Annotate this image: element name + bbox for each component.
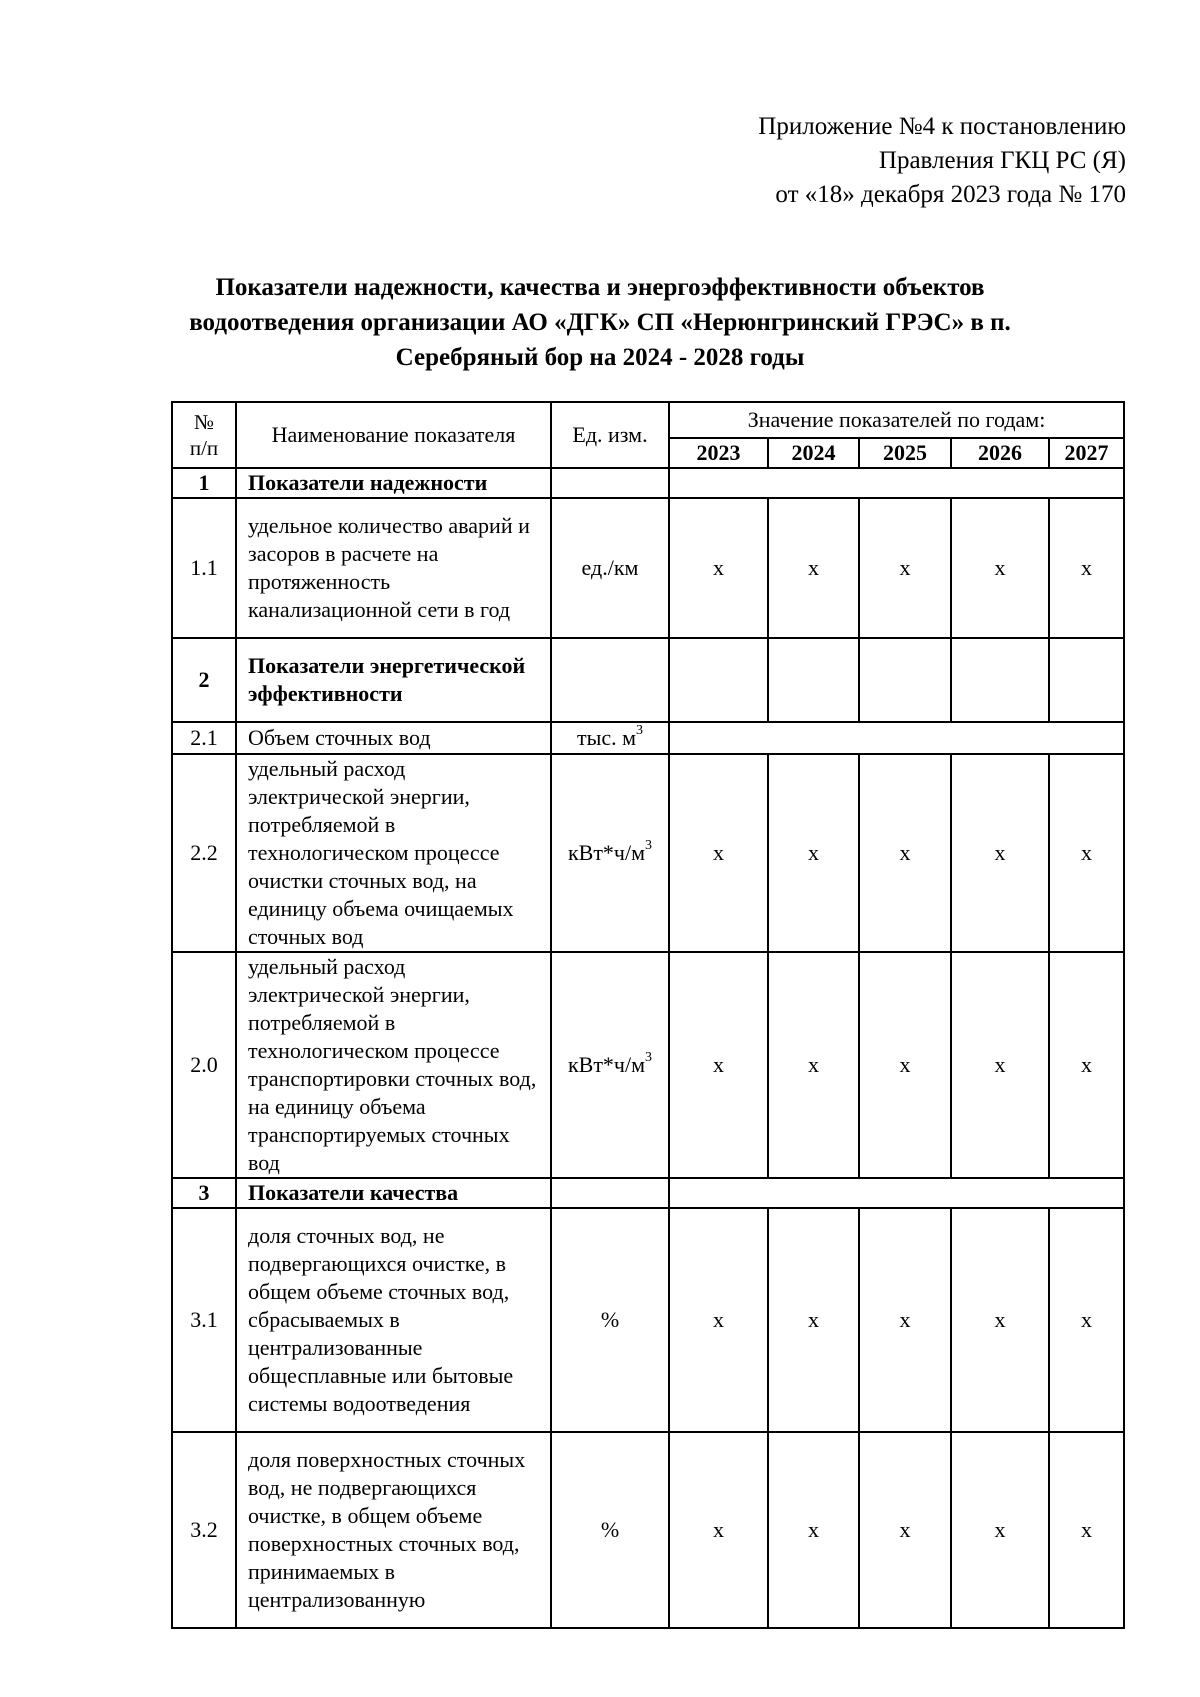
table-row	[172, 638, 1124, 722]
header-num-symbol: №	[193, 410, 215, 434]
row-value	[951, 638, 1049, 722]
header-unit-cell: Ед. изм.	[551, 402, 669, 468]
document-title	[120, 270, 1080, 375]
table-row	[172, 754, 1124, 952]
table-header-row	[172, 402, 1124, 438]
row-unit: ед./км	[551, 498, 669, 638]
row-value: x	[951, 1432, 1049, 1628]
row-value: x	[1049, 1208, 1124, 1432]
row-values-merged	[669, 468, 1124, 498]
row-num: 1.1	[172, 498, 236, 638]
row-value: x	[859, 1208, 951, 1432]
row-name: Показатели энергетической эффективности	[236, 638, 551, 722]
row-num: 2.2	[172, 754, 236, 952]
approval-line: Правления ГКЦ РС (Я)	[878, 147, 1126, 174]
row-value: x	[768, 1432, 859, 1628]
row-value: x	[1049, 1432, 1124, 1628]
row-num: 2.0	[172, 952, 236, 1178]
approval-line: от «18» декабря 2023 года № 170	[775, 181, 1126, 208]
header-year: 2024	[768, 438, 859, 468]
row-value: x	[1049, 952, 1124, 1178]
title-line: Показатели надежности, качества и энергоэффективности объектов	[215, 274, 985, 301]
header-values-group: Значение показателей по годам:	[669, 402, 1124, 438]
row-name: удельный расход электрической энергии, потребляемой в технологическом процессе очистки сточных вод, на единицу объема очищаемых сточных вод	[236, 754, 551, 952]
row-value: x	[1049, 498, 1124, 638]
table-row	[172, 1178, 1124, 1208]
row-value	[669, 638, 768, 722]
row-value: x	[859, 1432, 951, 1628]
row-value	[1049, 638, 1124, 722]
table-row	[172, 952, 1124, 1178]
header-year: 2026	[951, 438, 1049, 468]
row-value: x	[1049, 754, 1124, 952]
row-unit	[551, 952, 669, 1178]
row-num: 3	[172, 1178, 236, 1208]
row-name: Показатели качества	[236, 1178, 551, 1208]
row-value	[859, 638, 951, 722]
header-num-abbr: п/п	[189, 436, 219, 460]
table-row	[172, 1432, 1124, 1628]
row-unit	[551, 722, 669, 754]
row-value: x	[669, 754, 768, 952]
row-value	[768, 638, 859, 722]
row-name: доля поверхностных сточных вод, не подвергающихся очистке, в общем объеме поверхностных сточных вод, принимаемых в централизованную	[236, 1432, 551, 1628]
header-year: 2023	[669, 438, 768, 468]
row-value: x	[951, 1208, 1049, 1432]
header-year: 2025	[859, 438, 951, 468]
row-value: x	[669, 498, 768, 638]
row-value: x	[859, 952, 951, 1178]
unit-text: тыс. м	[576, 725, 637, 750]
row-value: x	[768, 754, 859, 952]
row-unit	[551, 638, 669, 722]
row-value: x	[859, 498, 951, 638]
unit-superscript: 3	[645, 1050, 653, 1065]
row-num: 1	[172, 468, 236, 498]
row-values-merged	[669, 722, 1124, 754]
title-line: Серебряный бор на 2024 - 2028 годы	[395, 344, 805, 371]
row-num: 2	[172, 638, 236, 722]
row-unit	[551, 468, 669, 498]
row-value: x	[669, 952, 768, 1178]
indicators-table	[171, 401, 1125, 1629]
row-num: 3.1	[172, 1208, 236, 1432]
table-row	[172, 722, 1124, 754]
table-row	[172, 468, 1124, 498]
row-value: x	[669, 1208, 768, 1432]
row-unit	[551, 754, 669, 952]
row-name: удельное количество аварий и засоров в расчете на протяженность канализационной сети в год	[236, 498, 551, 638]
row-unit	[551, 1178, 669, 1208]
row-value: x	[768, 952, 859, 1178]
table-row	[172, 498, 1124, 638]
row-values-merged	[669, 1178, 1124, 1208]
row-value: x	[951, 754, 1049, 952]
table-row	[172, 1208, 1124, 1432]
unit-superscript: 3	[645, 838, 653, 853]
header-name-cell: Наименование показателя	[236, 402, 551, 468]
unit-text: кВт*ч/м	[567, 1052, 646, 1077]
row-unit: %	[551, 1208, 669, 1432]
row-value: x	[768, 498, 859, 638]
row-name: доля сточных вод, не подвергающихся очистке, в общем объеме сточных вод, сбрасываемых в централизованные общесплавные или бытовые системы водоотведения	[236, 1208, 551, 1432]
approval-note	[758, 110, 1126, 212]
approval-line: Приложение №4 к постановлению	[758, 113, 1126, 140]
row-num: 2.1	[172, 722, 236, 754]
row-value: x	[768, 1208, 859, 1432]
header-num-cell	[172, 402, 236, 468]
title-line: водоотведения организации АО «ДГК» СП «Нерюнгринский ГРЭС» в п.	[189, 309, 1011, 336]
row-num: 3.2	[172, 1432, 236, 1628]
row-name: удельный расход электрической энергии, потребляемой в технологическом процессе транспортировки сточных вод, на единицу объема транспортируемых сточных вод	[236, 952, 551, 1178]
row-name: Объем сточных вод	[236, 722, 551, 754]
header-year: 2027	[1049, 438, 1124, 468]
row-name: Показатели надежности	[236, 468, 551, 498]
unit-superscript: 3	[636, 723, 644, 738]
unit-text: кВт*ч/м	[567, 840, 646, 865]
row-value: x	[859, 754, 951, 952]
row-value: x	[951, 498, 1049, 638]
row-value: x	[951, 952, 1049, 1178]
row-unit: %	[551, 1432, 669, 1628]
row-value: x	[669, 1432, 768, 1628]
